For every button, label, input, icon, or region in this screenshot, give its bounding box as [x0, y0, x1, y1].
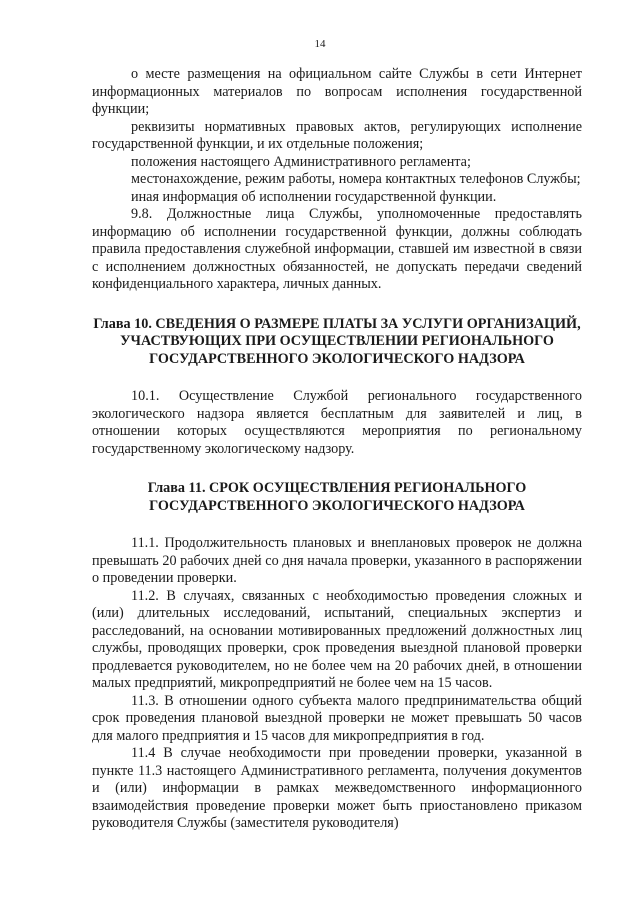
paragraph: 10.1. Осуществление Службой регионального государственного экологического надзора является бесплатным для заявителей и лиц, в отношении которых осуществляются мероприятия по региональному государственному экологическому надзору. — [92, 388, 582, 457]
paragraph: о месте размещения на официальном сайте Службы в сети Интернет информационных материалов по вопросам исполнения государственной функции; — [92, 66, 582, 117]
chapter-11-heading: Глава 11. СРОК ОСУЩЕСТВЛЕНИЯ РЕГИОНАЛЬНОГО ГОСУДАРСТВЕННОГО ЭКОЛОГИЧЕСКОГО НАДЗОРА — [147, 480, 527, 514]
paragraph: 11.2. В случаях, связанных с необходимостью проведения сложных и (или) длительных исследований, испытаний, специальных экспертиз и расследований, на основании мотивированных предложений должностных лиц службы, проводящих проверки, срок проведения выездной плановой проверки продлевается руководителем, но не более чем на 20 рабочих дней, в отношении малых предприятий, микропредприятий не более чем на 15 часов. — [92, 587, 582, 691]
paragraph: 11.3. В отношении одного субъекта малого предпринимательства общий срок проведения плановой выездной проверки не может превышать 50 часов для малого предприятия и 15 часов для микропредприятия в год. — [92, 692, 582, 744]
paragraph: иная информация об исполнении государственной функции. — [131, 188, 497, 205]
paragraph: местонахождение, режим работы, номера контактных телефонов Службы; — [131, 171, 581, 187]
paragraph: 9.8. Должностные лица Службы, уполномоченные предоставлять информацию об исполнении государственной функции, должны соблюдать правила предоставления служебной информации, ставшей им известной в связи с исполнением должностных обязанностей, не допускать передачи сведений конфиденциального характера, личных данных. — [92, 206, 582, 292]
chapter-10-heading: Глава 10. СВЕДЕНИЯ О РАЗМЕРЕ ПЛАТЫ ЗА УСЛУГИ ОРГАНИЗАЦИЙ, УЧАСТВУЮЩИХ ПРИ ОСУЩЕСТВЛЕНИИ РЕГИОНАЛЬНОГО ГОСУДАРСТВЕННОГО ЭКОЛОГИЧЕСКОГО НАДЗОРА — [93, 315, 581, 367]
paragraph: 11.4 В случае необходимости при проведении проверки, указанной в пункте 11.3 настоящего Административного регламента, получения документов и (или) информации в рамках межведомственного информационного взаимодействия проведение проверки может быть приостановлено приказом руководителя Службы (заместителя руководителя) — [92, 745, 582, 831]
paragraph: реквизиты нормативных правовых актов, регулирующих исполнение государственной функции, и их отдельные положения; — [92, 118, 582, 152]
paragraph: положения настоящего Административного регламента; — [131, 153, 471, 170]
page-number: 14 — [314, 38, 326, 50]
paragraph: 11.1. Продолжительность плановых и внеплановых проверок не должна превышать 20 рабочих дней со дня начала проверки, указанного в распоряжении о проведении проверки. — [92, 535, 582, 586]
document-body — [92, 66, 582, 833]
